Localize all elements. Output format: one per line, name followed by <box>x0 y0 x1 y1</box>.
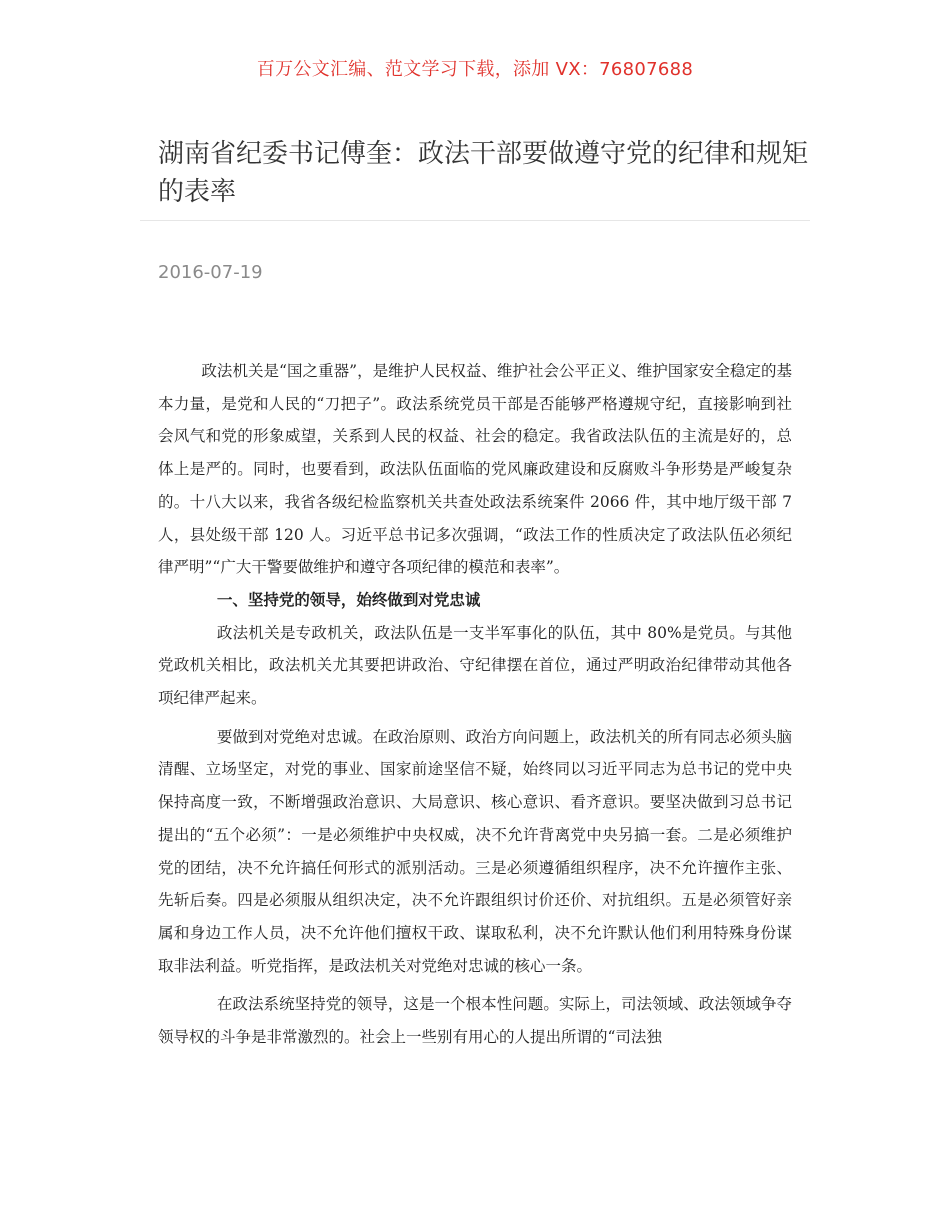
section1-paragraph-3: 在政法系统坚持党的领导，这是一个根本性问题。实际上，司法领域、政法领域争夺领导权的斗争是非常激烈的。社会上一些别有用心的人提出所谓的“司法独 <box>158 995 792 1047</box>
watermark-banner: 百万公文汇编、范文学习下载，添加 VX：76807688 <box>256 59 694 80</box>
section1-paragraph-1: 政法机关是专政机关，政法队伍是一支半军事化的队伍，其中 80%是党员。与其他党政机关相比，政法机关尤其要把讲政治、守纪律摆在首位，通过严明政治纪律带动其他各项纪律严起来。 <box>158 623 792 708</box>
publish-date: 2016-07-19 <box>158 262 263 283</box>
section1-paragraph-2: 要做到对党绝对忠诚。在政治原则、政治方向问题上，政法机关的所有同志必须头脑清醒、立场坚定，对党的事业、国家前途坚信不疑，始终同以习近平同志为总书记的党中央保持高度一致，不断增强政治意识、大局意识、核心意识、看齐意识。要坚决做到习总书记提出的“五个必须”：一是必须维护中央权威，决不允许背离党中央另搞一套。二是必须维护党的团结，决不允许搞任何形式的派别活动。三是必须遵循组织程序，决不允许擅作主张、先斩后奏。四是必须服从组织决定，决不允许跟组织讨价还价、对抗组织。五是必须管好亲属和身边工作人员，决不允许他们擅权干政、谋取私利，决不允许默认他们利用特殊身份谋取非法利益。听党指挥，是政法机关对党绝对忠诚的核心一条。 <box>158 727 792 975</box>
title-divider <box>140 220 810 221</box>
article-title: 湖南省纪委书记傅奎：政法干部要做遵守党的纪律和规矩的表率 <box>158 139 809 207</box>
article-body <box>158 355 792 1054</box>
section-heading-1: 一、坚持党的领导，始终做到对党忠诚 <box>216 590 481 609</box>
intro-paragraph: 政法机关是“国之重器”，是维护人民权益、维护社会公平正义、维护国家安全稳定的基本力量，是党和人民的“刀把子”。政法系统党员干部是否能够严格遵规守纪，直接影响到社会风气和党的形象威望，关系到人民的权益、社会的稳定。我省政法队伍的主流是好的，总体上是严的。同时，也要看到，政法队伍面临的党风廉政建设和反腐败斗争形势是严峻复杂的。十八大以来，我省各级纪检监察机关共查处政法系统案件 2066 件，其中地厅级干部 7 人，县处级干部 120 人。习近平总书记多次强调，“政法工作的性质决定了政法队伍必须纪律严明”“广大干警要做维护和遵守各项纪律的模范和表率”。 <box>158 362 792 577</box>
